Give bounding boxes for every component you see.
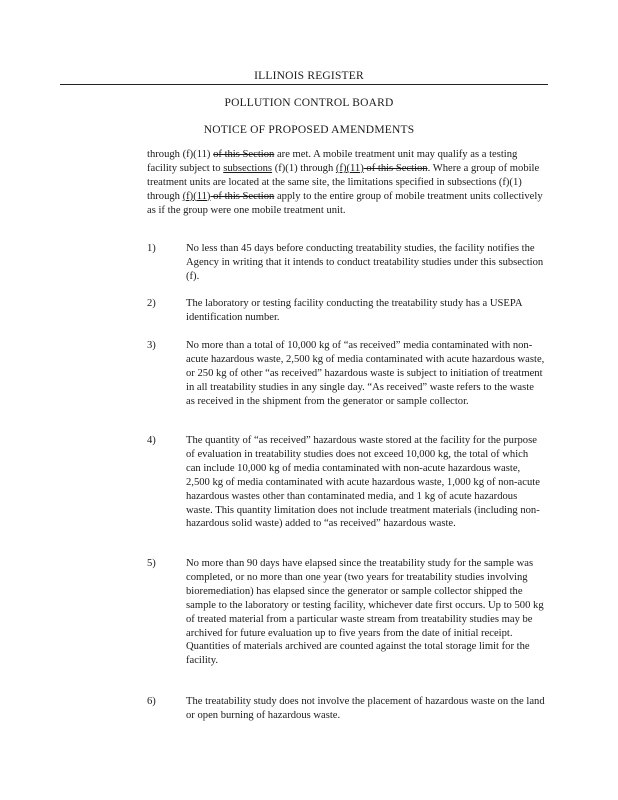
register-title: ILLINOIS REGISTER	[254, 70, 364, 82]
intro-text: apply to the entire group of mobile treatment units collectively as if the group were one mobile treatment unit.	[147, 190, 543, 216]
inserted-text: (f)(11)	[182, 190, 211, 202]
intro-text: (f)(1) through	[272, 162, 336, 174]
item-number: 3)	[147, 340, 156, 351]
deleted-text: of this Section	[213, 149, 275, 160]
item-text: No less than 45 days before conducting treatability studies, the facility notifies the Agency in writing that it intends to conduct treatability studies under this subsection (f).	[186, 243, 544, 282]
deleted-text: of this Section	[210, 190, 275, 202]
item-text: No more than 90 days have elapsed since the treatability study for the sample was completed, or no more than one year (two years for treatability studies involving bioremediation) has elapsed since the generator or sample collector shipped the sample to the laboratory or testing facility, whichever date first occurs. Up to 500 kg of treated material from a particular waste stream from treatability studies may be archived for future evaluation up to five years from the date of initial receipt. Quantities of materials archived are counted against the total storage limit for the facility.	[186, 558, 544, 667]
item-text: The treatability study does not involve the placement of hazardous waste on the land or open burning of hazardous waste.	[186, 696, 545, 721]
item-text: The laboratory or testing facility conducting the treatability study has a USEPA identification number.	[186, 298, 522, 323]
deleted-text: of this Section	[363, 162, 428, 174]
board-title: POLLUTION CONTROL BOARD	[224, 97, 394, 109]
item-number: 5)	[147, 558, 156, 569]
inserted-text: subsections	[223, 162, 273, 174]
inserted-text: (f)(11)	[335, 162, 364, 174]
intro-text: . Where a group of mobile treatment units are located at the same site, the limitations specified in subsections (f)(1) through	[147, 162, 540, 202]
item-text: The quantity of “as received” hazardous waste stored at the facility for the purpose of evaluation in treatability studies does not exceed 10,000 kg, the total of which can include 10,000 kg of media contaminated with non-acute hazardous waste, 2,500 kg of media contaminated with acute hazardous waste, 1,000 kg of non-acute hazardous wastes other than contaminated media, and 1 kg of acute hazardous waste. This quantity limitation does not include treatment materials (including non-hazardous solid waste) added to “as received” hazardous waste.	[186, 435, 540, 530]
header-rule	[60, 84, 548, 85]
intro-text: are met. A mobile treatment unit may qualify as a testing facility subject to	[147, 149, 518, 174]
intro-paragraph	[147, 148, 547, 218]
item-number: 1)	[147, 243, 156, 254]
intro-text: through (f)(11)	[147, 149, 214, 160]
notice-title: NOTICE OF PROPOSED AMENDMENTS	[203, 124, 415, 136]
item-number: 4)	[147, 435, 156, 446]
item-text: No more than a total of 10,000 kg of “as received” media contaminated with non-acute hazardous waste, 2,500 kg of media contaminated with acute hazardous waste, or 250 kg of other “as received” hazardous waste is subject to initiation of treatment in all treatability studies in any single day. “As received” waste refers to the waste as received in the shipment from the generator or sample collector.	[186, 340, 545, 407]
item-number: 6)	[147, 696, 156, 707]
item-number: 2)	[147, 298, 156, 309]
